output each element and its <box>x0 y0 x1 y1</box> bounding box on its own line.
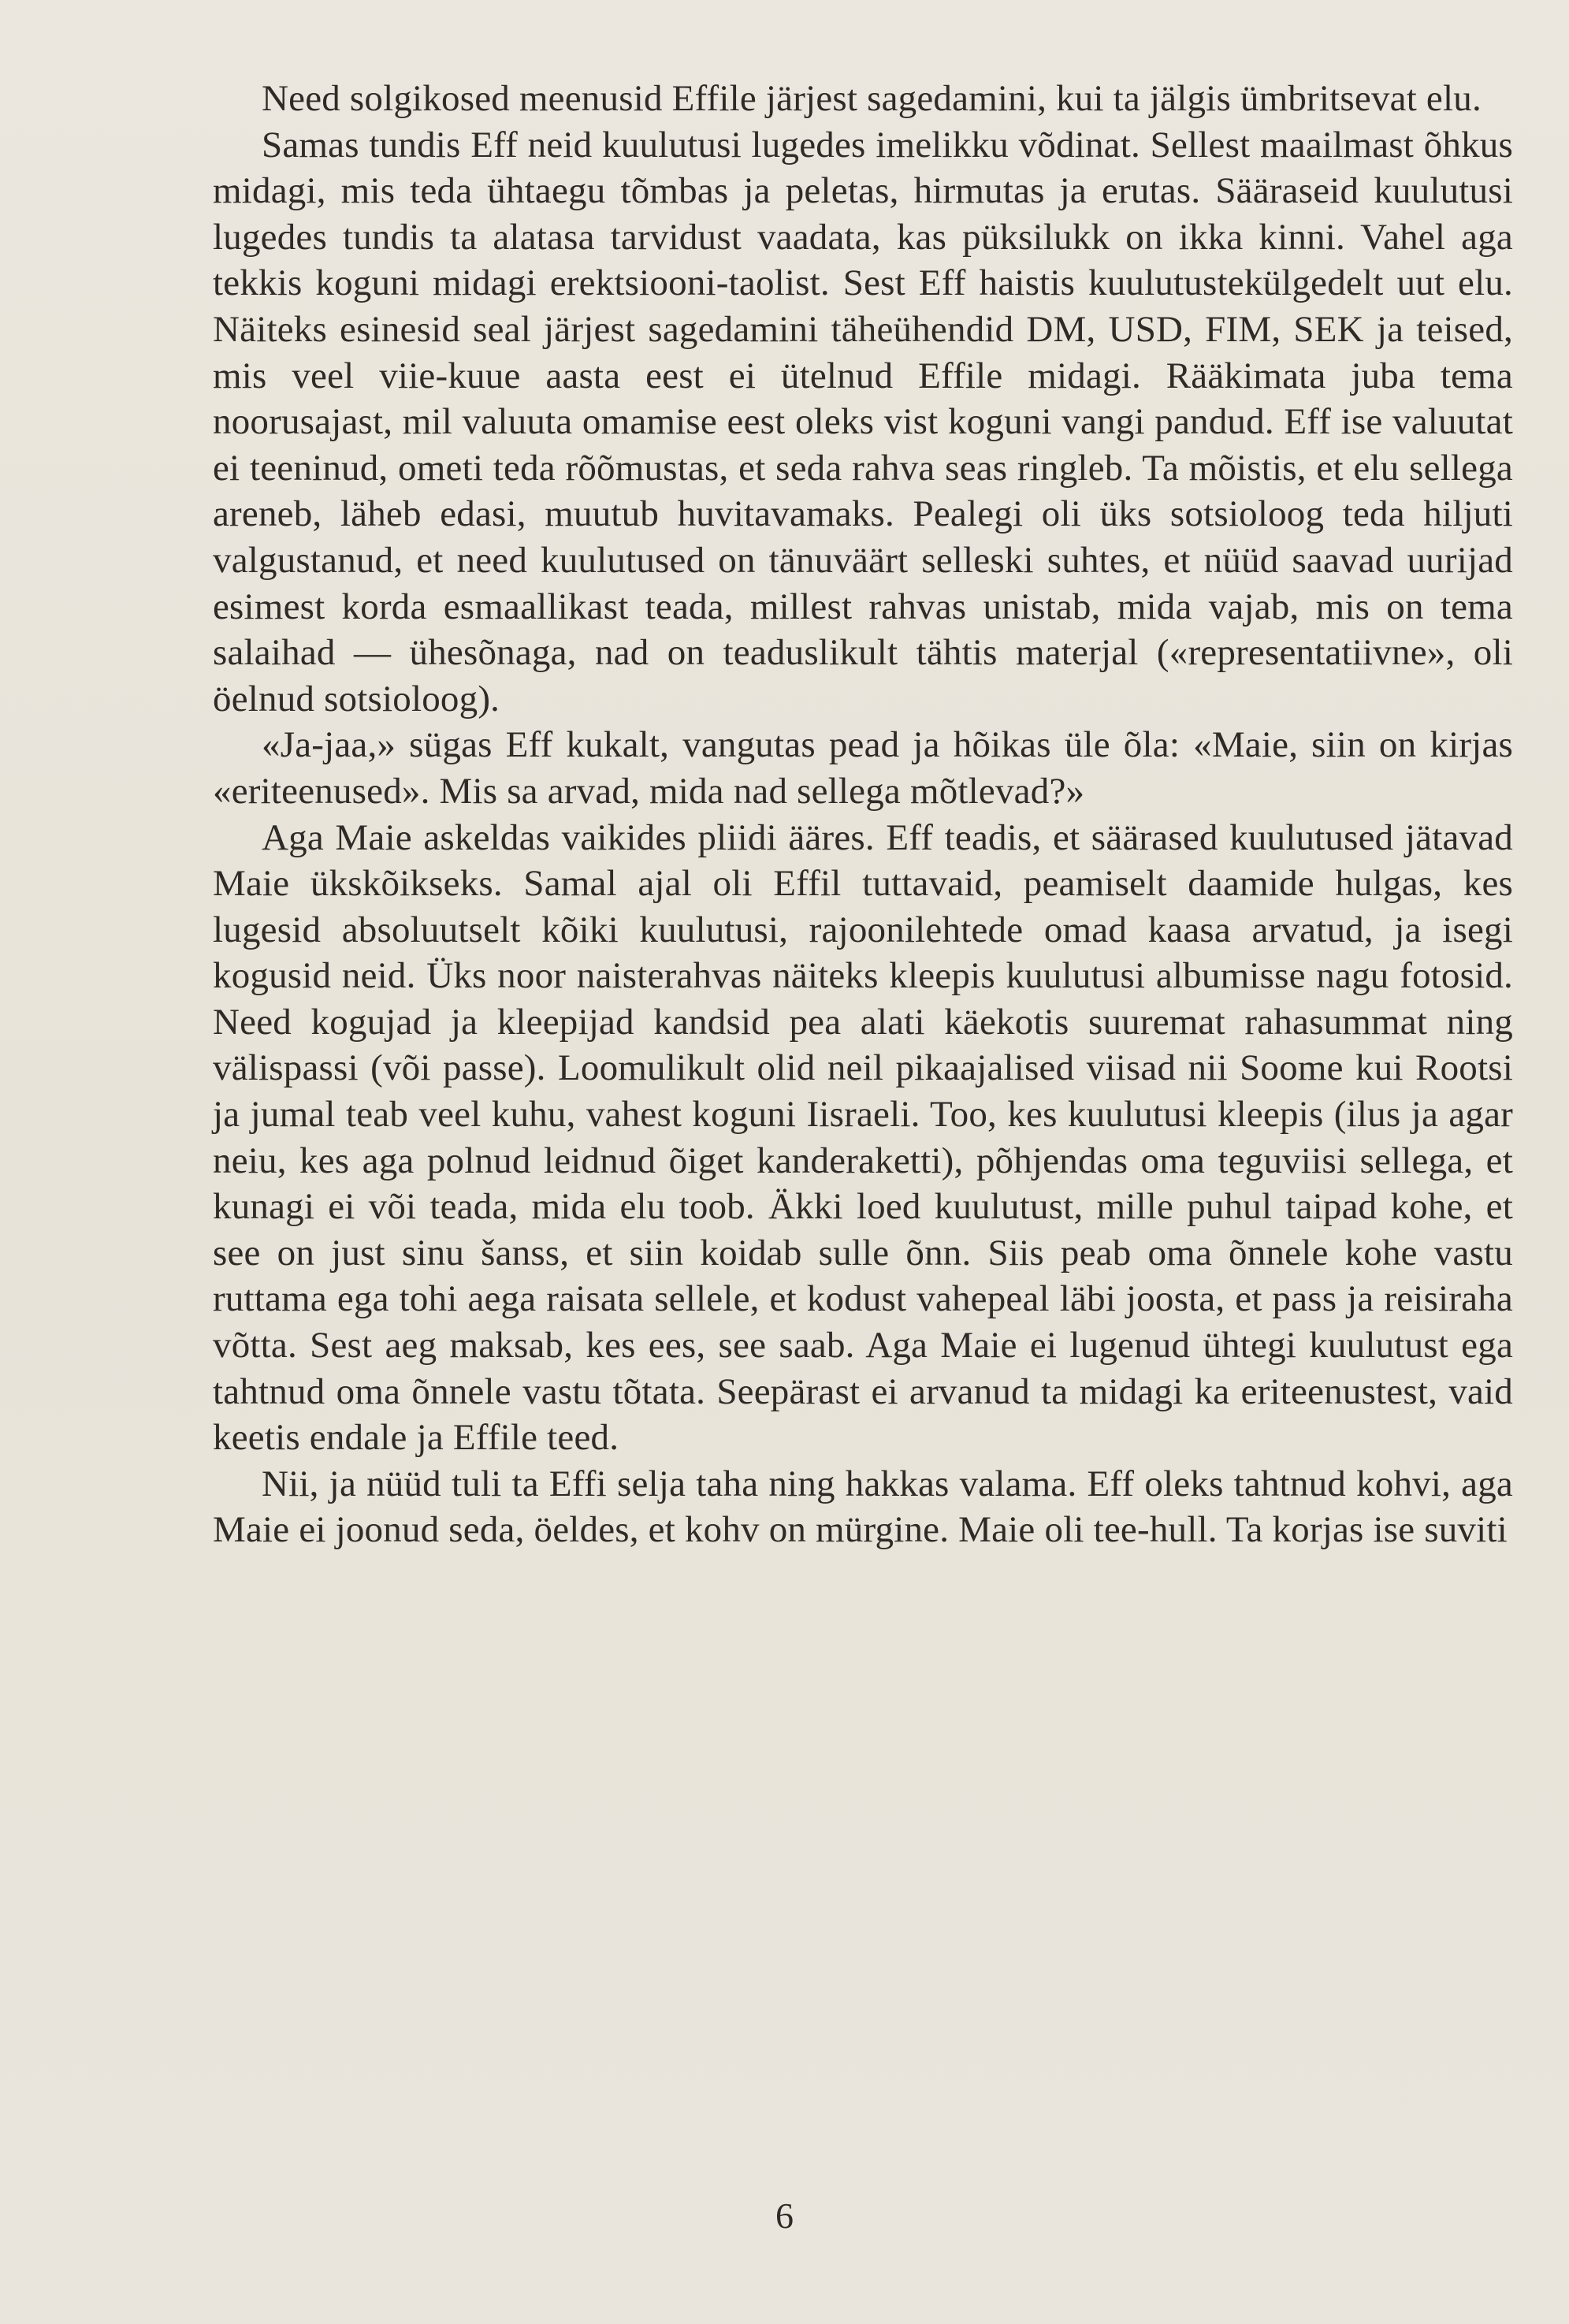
page-number: 6 <box>775 2196 794 2236</box>
paragraph-5: Nii, ja nüüd tuli ta Effi selja taha ning hakkas valama. Eff oleks tahtnud kohvi, aga Maie ei joonud seda, öeldes, et kohv on mürgine. Maie oli tee-hull. Ta korjas ise suviti <box>213 1463 1513 1551</box>
page-text <box>213 76 1513 1553</box>
paragraph-4: Aga Maie askeldas vaikides pliidi ääres. Eff teadis, et säärased kuulutused jätavad Maie ükskõikseks. Samal ajal oli Effil tuttavaid, peamiselt daamide hulgas, kes lugesid absoluutselt kõiki kuulutusi, rajoonilehtede omad kaasa arvatud, ja isegi kogusid neid. Üks noor naisterahvas näiteks kleepis kuulutusi albumisse nagu fotosid. Need kogujad ja kleepijad kandsid pea alati käekotis suuremat rahasummat ning välispassi (või passe). Loomulikult olid neil pikaajalised viisad nii Soome kui Rootsi ja jumal teab veel kuhu, vahest koguni Iisraeli. Too, kes kuulutusi kleepis (ilus ja agar neiu, kes aga polnud leidnud õiget kanderaketti), põhjendas oma teguviisi sellega, et kunagi ei või teada, mida elu toob. Äkki loed kuulutust, mille puhul taipad kohe, et see on just sinu šanss, et siin koidab sulle õnn. Siis peab oma õnnele kohe vastu ruttama ega tohi aega raisata sellele, et kodust vahepeal läbi joosta, et pass ja reisiraha võtta. Sest aeg maksab, kes ees, see saab. Aga Maie ei lugenud ühtegi kuulutust ega tahtnud oma õnnele vastu tõtata. Seepärast ei arvanud ta midagi ka eriteenustest, vaid keetis endale ja Effile teed. <box>213 816 1513 1459</box>
paragraph-3: «Ja-jaa,» sügas Eff kukalt, vangutas pead ja hõikas üle õla: «Maie, siin on kirjas «eriteenused». Mis sa arvad, mida nad sellega mõtlevad?» <box>213 724 1513 812</box>
paragraph-1: Need solgikosed meenusid Effile järjest sagedamini, kui ta jälgis ümbritsevat elu. <box>262 78 1482 119</box>
paragraph-2: Samas tundis Eff neid kuulutusi lugedes imelikku võdinat. Sellest maailmast õhkus midagi, mis teda ühtaegu tõmbas ja peletas, hirmutas ja erutas. Sääraseid kuulutusi lugedes tundis ta alatasa tarvidust vaadata, kas püksilukk on ikka kinni. Vahel aga tekkis koguni midagi erektsiooni-taolist. Sest Eff haistis kuulutustekülgedelt uut elu. Näiteks esinesid seal järjest sagedamini täheühendid DM, USD, FIM, SEK ja teised, mis veel viie-kuue aasta eest ei ütelnud Effile midagi. Rääkimata juba tema noorusajast, mil valuuta omamise eest oleks vist koguni vangi pandud. Eff ise valuutat ei teeninud, ometi teda rõõmustas, et seda rahva seas ringleb. Ta mõistis, et elu sellega areneb, läheb edasi, muutub huvitavamaks. Pealegi oli üks sotsioloog teda hiljuti valgustanud, et need kuulutused on tänuväärt selleski suhtes, et nüüd saavad uurijad esimest korda esmaallikast teada, millest rahvas unistab, mida vajab, mis on tema salaihad — ühesõnaga, nad on teaduslikult tähtis materjal («representatiivne», oli öelnud sotsioloog). <box>213 124 1513 720</box>
